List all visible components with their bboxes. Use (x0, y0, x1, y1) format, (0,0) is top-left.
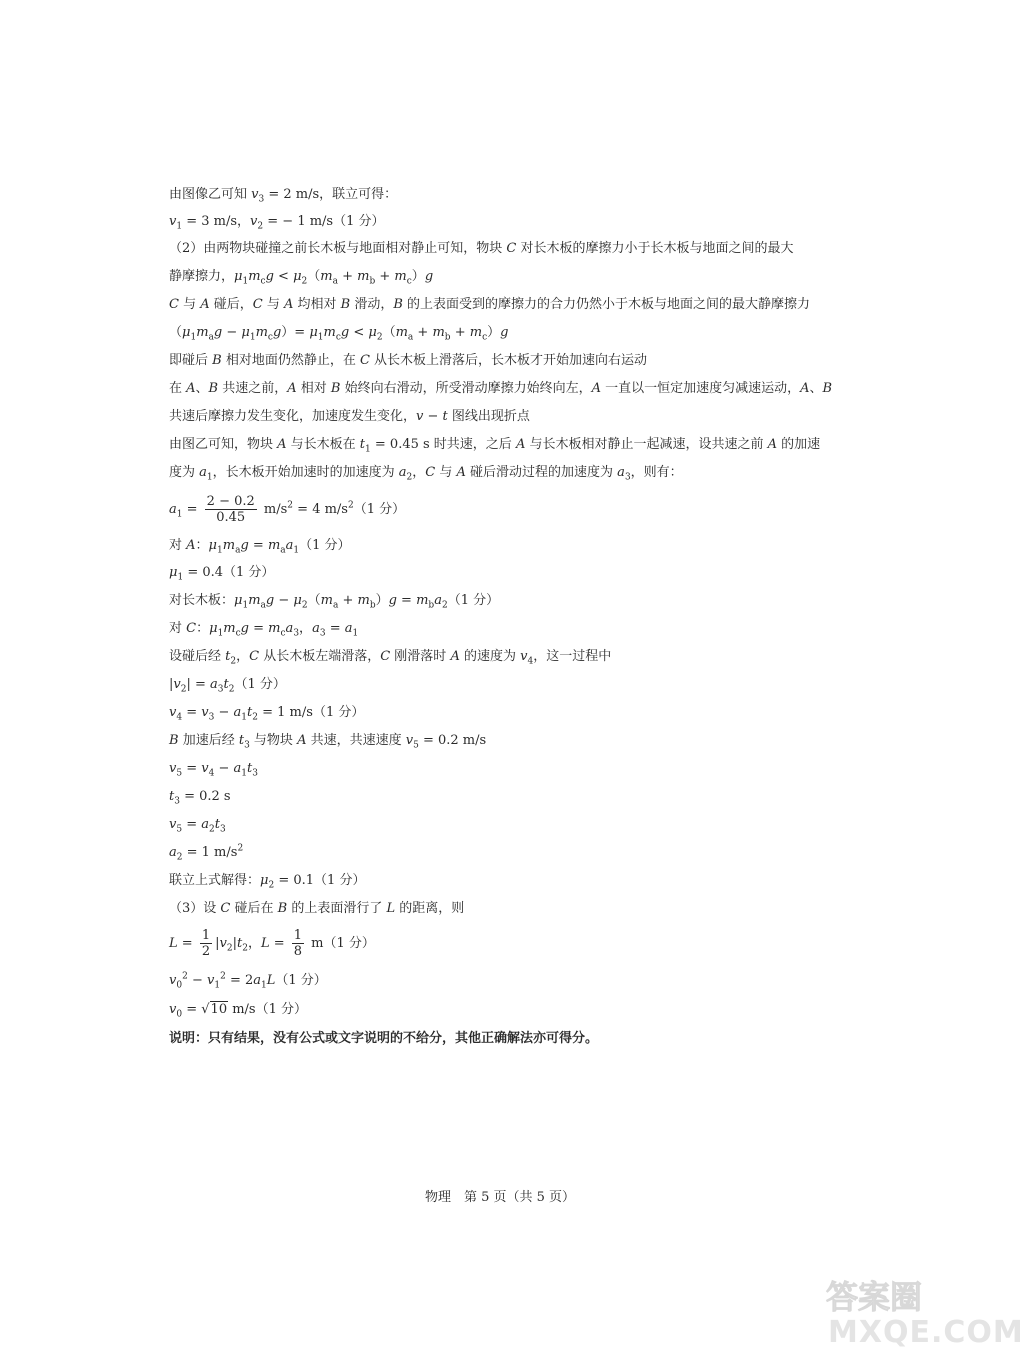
line-21: $v_5 = v_4 - a_1t_3$ (169, 761, 258, 779)
scoring-note: 说明：只有结果，没有公式或文字说明的不给分，其他正确解法亦可得分。 (169, 1031, 599, 1046)
watermark-url: MXQE.COM (828, 1315, 1024, 1350)
page-footer: 物理 第 5 页（共 5 页） (424, 1190, 576, 1205)
line-10: 由图乙可知，物块 A 与长木板在 $t_1 = 0.45$ s 时共速，之后 A 与长木板相对静止一起减速，设共速之前 A 的加速 (169, 437, 821, 455)
fraction: $\frac{1}{2}$ (201, 928, 211, 959)
line-7: 即碰后 B 相对地面仍然静止，在 C 从长木板上滑落后，长木板才开始加速向右运动 (169, 353, 648, 368)
line-23: $v_5 = a_2t_3$ (169, 817, 226, 835)
line-8: 在 A、B 共速之前，A 相对 B 始终向右滑动，所受滑动摩擦力始终向左，A 一直以一恒定加速度匀减速运动，A、B (169, 381, 833, 396)
line-16: 对 C：$\mu_1m_cg = m_ca_3$，$a_3 = a_1$ (169, 621, 359, 639)
line-5: C 与 A 碰后，C 与 A 均相对 B 滑动，B 的上表面受到的摩擦力的合力仍然小于木板与地面之间的最大静摩擦力 (169, 297, 811, 312)
line-20: B 加速后经 $t_3$ 与物块 A 共速，共速速度 $v_5 = 0.2$ m/s (169, 733, 487, 751)
line-25: 联立上式解得：$\mu_2 = 0.1(1$ 分） (169, 873, 366, 891)
line-6: $(\mu_1m_ag - \mu_1m_cg)= \mu_1m_cg < \mu_2(m_a + m_b + m_c)g$ (169, 325, 509, 343)
line-28: $v_0^2 - v_1^2 = 2a_1L(1$ 分） (169, 971, 327, 991)
line-11: 度为 $a_1$，长木板开始加速时的加速度为 $a_2$，C 与 A 碰后滑动过程的加速度为 $a_3$，则有： (169, 465, 683, 483)
line-4: 静摩擦力，$\mu_1m_cg < \mu_2(m_a + m_b + m_c)g$ (169, 269, 434, 287)
line-13: 对 A：$\mu_1m_ag = m_aa_1(1$ 分） (169, 538, 351, 556)
fraction: $\frac{2 - 0.2}{0.45}$ (206, 494, 255, 525)
line-18: $|v_2| = a_3t_2(1$ 分） (169, 677, 286, 695)
line-27: L = $\frac{1}{2}$ $|v_2|t_2$，L = $\frac{1}{8}$ m（1 分） (169, 928, 375, 959)
fraction: $\frac{1}{8}$ (293, 928, 303, 959)
line-24: $a_2 = 1$ $m/s^2$ (169, 843, 244, 863)
line-1: 由图像乙可知 $v_3 = 2$ m/s，联立可得： (169, 187, 398, 205)
line-3: （2）由两物块碰撞之前长木板与地面相对静止可知，物块 C 对长木板的摩擦力小于长木板与地面之间的最大 (169, 241, 794, 256)
line-17: 设碰后经 $t_2$，C 从长木板左端滑落，C 刚滑落时 A 的速度为 $v_4$，这一过程中 (169, 649, 612, 667)
line-26: （3）设 C 碰后在 B 的上表面滑行了 L 的距离，则 (169, 901, 465, 916)
line-22: $t_3 = 0.2$ s (169, 789, 231, 807)
line-12: $a_1$ = $\frac{2 - 0.2}{0.45}$ $m/s^2 = 4$ $m/s^2(1$ 分） (169, 494, 406, 525)
line-15: 对长木板：$\mu_1m_ag - \mu_2(m_a + m_b)g = m_ba_2(1$ 分） (169, 593, 500, 611)
line-29: $v_0 = √10$ m/s（1 分） (169, 1002, 308, 1020)
line-2: $v_1 = 3$ m/s，$v_2$ = − 1 m/s（1 分） (169, 214, 385, 232)
line-19: $v_4 = v_3 - a_1t_2 = 1$ m/s（1 分） (169, 705, 365, 723)
watermark-top: 答案圈 (826, 1278, 923, 1316)
line-14: $\mu_1 = 0.4(1$ 分） (169, 565, 275, 583)
line-9: 共速后摩擦力发生变化，加速度发生变化，v − t 图线出现折点 (169, 409, 530, 424)
